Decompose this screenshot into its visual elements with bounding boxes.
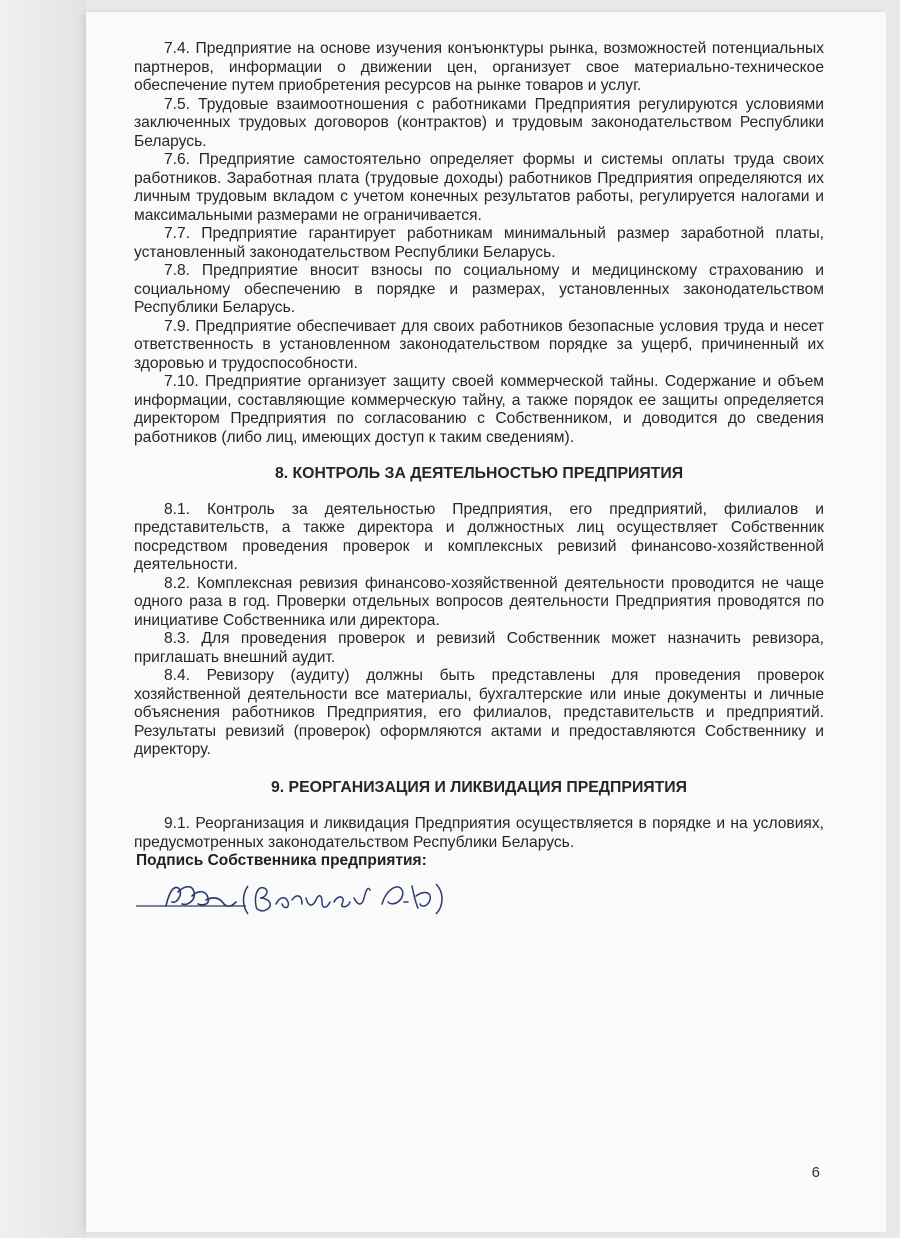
signature-label: Подпись Собственника предприятия:: [136, 852, 427, 869]
paragraph-8-2: 8.2. Комплексная ревизия финансово-хозяйственной деятельности проводится не чаще одного раза в год. Проверки отдельных вопросов деятельности Предприятия проводятся по инициативе Собственника или директора.: [134, 574, 824, 629]
paragraph-8-4: 8.4. Ревизору (аудиту) должны быть представлены для проведения проверок хозяйственной деятельности все материалы, бухгалтерские или иные документы и личные объяснения работников Предприятия, его филиалов, представительств и предприятий. Результаты ревизий (проверок) оформляются актами и предоставляются Собственнику и директору.: [134, 667, 824, 758]
paragraph-8-1: 8.1. Контроль за деятельностью Предприятия, его предприятий, филиалов и представительств, а также директора и должностных лиц осуществляет Собственник посредством проведения проверок и комплексных ревизий финансово-хозяйственной деятельности.: [134, 500, 824, 573]
page-number: 6: [811, 1164, 820, 1181]
paragraph-7-10: 7.10. Предприятие организует защиту своей коммерческой тайны. Содержание и объем информации, составляющие коммерческую тайну, а также порядок ее защиты определяется директором Предприятия по согласованию с Собственником, и доводится до сведения работников (либо лиц, имеющих доступ к таким сведениям).: [134, 373, 824, 446]
paragraph-7-4: 7.4. Предприятие на основе изучения конъюнктуры рынка, возможностей потенциальных партнеров, информации о движении цен, организует свое материально-техническое обеспечение путем приобретения ресурсов на рынке товаров и услуг.: [134, 40, 824, 94]
paragraph-7-5: 7.5. Трудовые взаимоотношения с работниками Предприятия регулируются условиями заключенных трудовых договоров (контрактов) и трудовым законодательством Республики Беларусь.: [134, 95, 824, 150]
signature-block: [136, 852, 536, 920]
handwritten-signature: [136, 876, 466, 920]
document-body: [134, 40, 824, 852]
paragraph-8-3: 8.3. Для проведения проверок и ревизий Собственник может назначить ревизора, приглашать внешний аудит.: [134, 630, 824, 666]
paragraph-7-8: 7.8. Предприятие вносит взносы по социальному и медицинскому страхованию и социальному обеспечению в порядке и размерах, установленных законодательством Республики Беларусь.: [134, 262, 824, 316]
paragraph-7-7: 7.7. Предприятие гарантирует работникам минимальный размер заработной платы, установленный законодательством Республики Беларусь.: [134, 225, 824, 261]
previous-page-edge: [0, 0, 86, 1238]
section-8-heading: 8. КОНТРОЛЬ ЗА ДЕЯТЕЛЬНОСТЬЮ ПРЕДПРИЯТИЯ: [274, 465, 684, 482]
paragraph-9-1: 9.1. Реорганизация и ликвидация Предприятия осуществляется в порядке и на условиях, предусмотренных законодательством Республики Беларусь.: [134, 815, 824, 851]
paragraph-7-9: 7.9. Предприятие обеспечивает для своих работников безопасные условия труда и несет ответственность в установленном законодательством порядке за ущерб, причиненный их здоровью и трудоспособности.: [134, 317, 824, 372]
paragraph-7-6: 7.6. Предприятие самостоятельно определяет формы и системы оплаты труда своих работников. Заработная плата (трудовые доходы) работников Предприятия определяются их личным трудовым вкладом с учетом конечных результатов работы, регулируется налогами и максимальными размерами не ограничивается.: [134, 151, 824, 224]
document-page: [86, 12, 886, 1232]
section-9-heading: 9. РЕОРГАНИЗАЦИЯ И ЛИКВИДАЦИЯ ПРЕДПРИЯТИЯ: [270, 778, 688, 796]
